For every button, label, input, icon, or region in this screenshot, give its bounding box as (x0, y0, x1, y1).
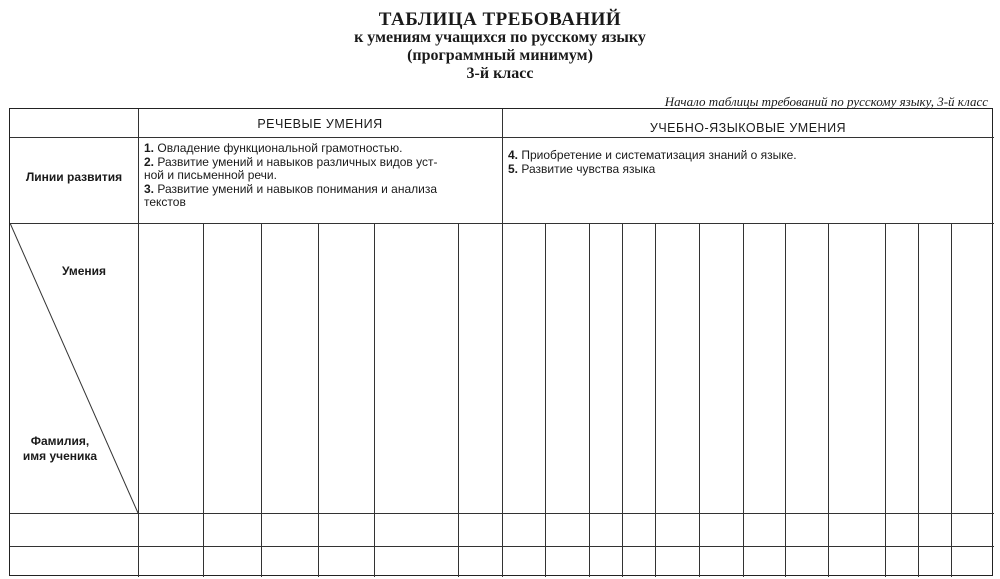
page-title: ТАБЛИЦА ТРЕБОВАНИЙ (378, 9, 622, 30)
speech-lines (144, 142, 500, 210)
requirements-table (9, 108, 993, 576)
development-lines-label: Линии развития (25, 170, 123, 184)
skills-label: Умения (61, 264, 107, 278)
skill-column (785, 223, 828, 513)
language-skills-header: УЧЕБНО-ЯЗЫКОВЫЕ УМЕНИЯ (649, 121, 847, 135)
language-line-5: 5. Развитие чувства языка (508, 161, 656, 176)
skill-column (203, 223, 261, 513)
skill-column (458, 223, 502, 513)
skill-column (545, 223, 589, 513)
language-line-4: 4. Приобретение и систематизация знаний о языке. (508, 148, 797, 162)
speech-line-2-cont: ной и письменной речи. (144, 168, 277, 182)
speech-line-1: 1. Овладение функциональной грамотностью. (144, 141, 403, 155)
skill-column (885, 223, 918, 513)
skill-column (139, 223, 203, 513)
table-caption: Начало таблицы требований по русскому языку, 3-й класс (664, 94, 988, 109)
skill-column (318, 223, 374, 513)
skill-column (622, 223, 655, 513)
subtitle-program: (программный минимум) (407, 47, 593, 64)
skill-column (502, 223, 545, 513)
speech-line-2: 2. Развитие умений и навыков различных видов уст- (144, 154, 438, 169)
student-name-label: Фамилия, имя ученика (22, 434, 98, 463)
speech-line-3: 3. Развитие умений и навыков понимания и анализа (144, 181, 438, 196)
skill-column (655, 223, 699, 513)
skill-column (374, 223, 458, 513)
skill-column (699, 223, 743, 513)
subtitle: к умениям учащихся по русскому языку (354, 29, 646, 46)
skill-column (589, 223, 622, 513)
skill-column (743, 223, 785, 513)
speech-skills-header: РЕЧЕВЫЕ УМЕНИЯ (257, 117, 383, 131)
skill-column (918, 223, 951, 513)
grade-label: 3-й класс (466, 65, 534, 82)
skill-column (828, 223, 885, 513)
skill-column (951, 223, 982, 513)
speech-line-3-cont: текстов (144, 195, 186, 209)
language-lines (508, 149, 988, 176)
skill-column (261, 223, 318, 513)
